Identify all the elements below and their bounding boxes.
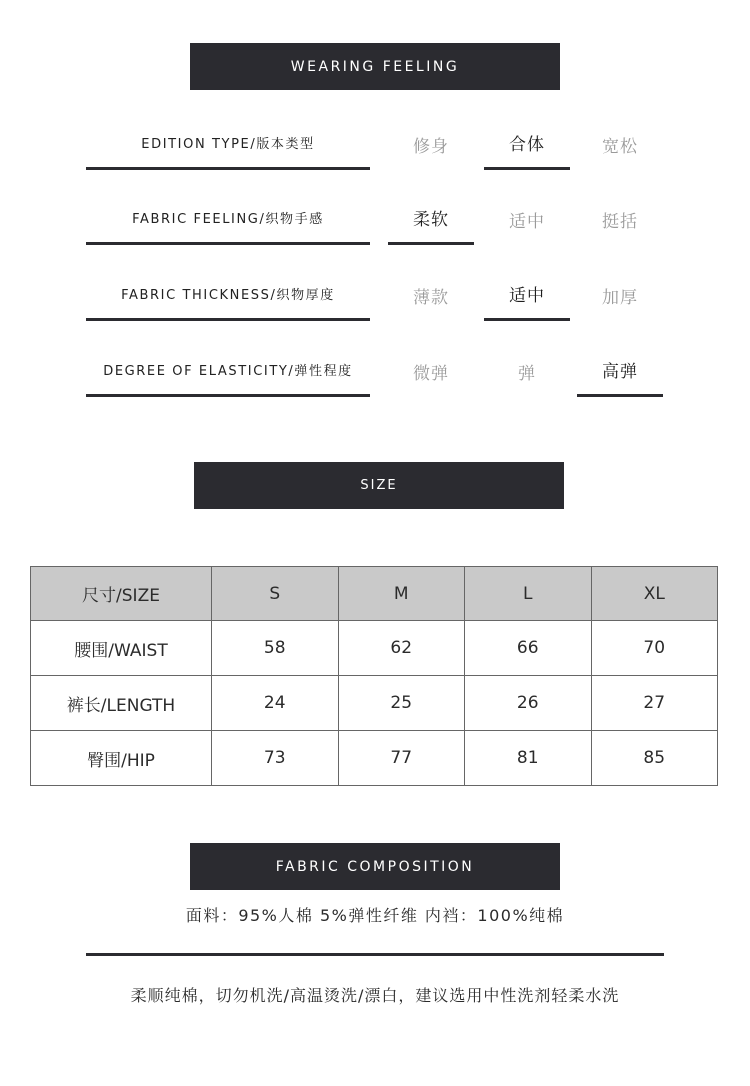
- table-cell: 26: [465, 676, 592, 731]
- wearing-feeling-title: WEARING FEELING: [290, 58, 460, 75]
- size-header-m: M: [338, 567, 465, 621]
- feeling-option: 加厚: [602, 287, 638, 308]
- feeling-row: [0, 345, 750, 405]
- feeling-option: 薄款: [413, 287, 449, 308]
- table-cell: 27: [591, 676, 718, 731]
- table-cell: 73: [212, 731, 339, 786]
- feeling-option-selected: 柔软: [388, 193, 474, 245]
- row-label-length: 裤长/LENGTH: [31, 676, 212, 731]
- feeling-option-selected: 适中: [484, 269, 570, 321]
- size-table: [30, 566, 718, 786]
- feeling-option-selected: 高弹: [577, 345, 663, 397]
- row-label-hip: 臀围/HIP: [31, 731, 212, 786]
- size-table-header-row: [31, 567, 718, 621]
- care-instructions: 柔顺纯棉，切勿机洗/高温烫洗/漂白，建议选用中性洗剂轻柔水洗: [130, 986, 620, 1005]
- table-cell: 58: [212, 621, 339, 676]
- fabric-composition-text: 面料：95%人棉 5%弹性纤维 内裆：100%纯棉: [185, 906, 565, 925]
- feeling-row-label: FABRIC FEELING/织物手感: [86, 193, 370, 245]
- feeling-option: 微弹: [413, 363, 449, 384]
- size-header-l: L: [465, 567, 592, 621]
- wearing-feeling-banner: [190, 43, 560, 90]
- size-header-xl: XL: [591, 567, 718, 621]
- table-row: [31, 676, 718, 731]
- table-cell: 81: [465, 731, 592, 786]
- size-header-s: S: [212, 567, 339, 621]
- table-row: [31, 621, 718, 676]
- fabric-composition-banner: [190, 843, 560, 890]
- table-cell: 66: [465, 621, 592, 676]
- feeling-row: [0, 118, 750, 178]
- feeling-option: 适中: [509, 211, 545, 232]
- feeling-option-selected: 合体: [484, 118, 570, 170]
- table-cell: 77: [338, 731, 465, 786]
- feeling-option: 宽松: [602, 136, 638, 157]
- table-cell: 25: [338, 676, 465, 731]
- feeling-option: 挺括: [602, 211, 638, 232]
- divider: [86, 953, 664, 956]
- size-banner: [194, 462, 564, 509]
- feeling-option: 弹: [518, 363, 536, 384]
- feeling-row-label: FABRIC THICKNESS/织物厚度: [86, 269, 370, 321]
- size-title: SIZE: [360, 478, 398, 493]
- row-label-waist: 腰围/WAIST: [31, 621, 212, 676]
- table-cell: 62: [338, 621, 465, 676]
- feeling-row-label: EDITION TYPE/版本类型: [86, 118, 370, 170]
- table-cell: 85: [591, 731, 718, 786]
- feeling-row: [0, 193, 750, 253]
- feeling-option: 修身: [413, 136, 449, 157]
- size-header-label: 尺寸/SIZE: [31, 567, 212, 621]
- feeling-row: [0, 269, 750, 329]
- table-row: [31, 731, 718, 786]
- table-cell: 24: [212, 676, 339, 731]
- feeling-row-label: DEGREE OF ELASTICITY/弹性程度: [86, 345, 370, 397]
- table-cell: 70: [591, 621, 718, 676]
- fabric-composition-title: FABRIC COMPOSITION: [275, 858, 475, 875]
